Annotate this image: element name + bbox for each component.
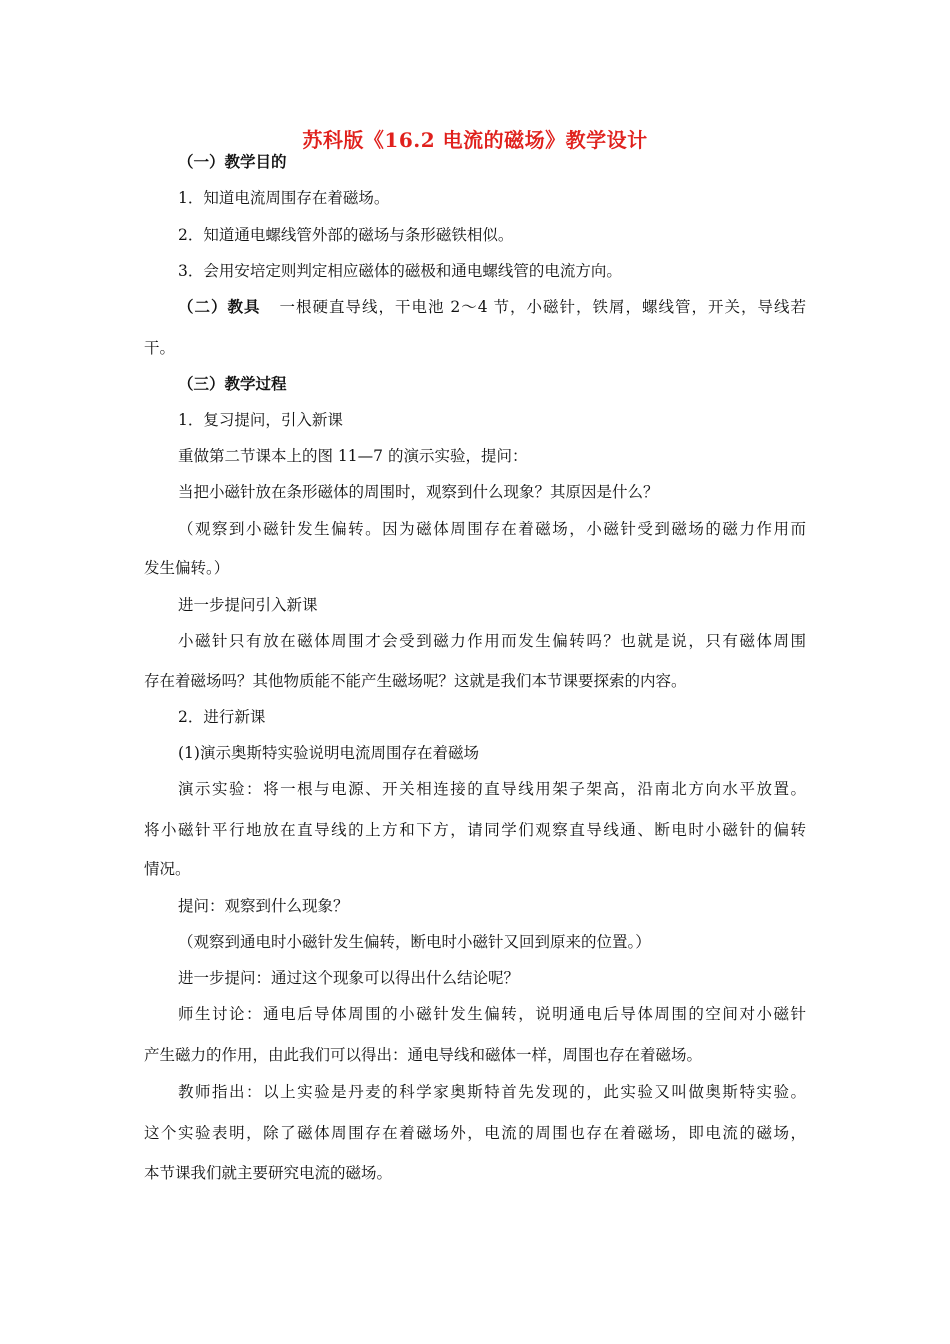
objective-item: 2．知道通电螺线管外部的磁场与条形磁铁相似。 [178, 226, 514, 244]
teaching-aids-continuation: 干。 [144, 339, 176, 357]
process-line: (1)演示奥斯特实验说明电流周围存在着磁场 [178, 744, 479, 762]
process-line: 本节课我们就主要研究电流的磁场。 [144, 1164, 393, 1182]
process-line: 教师指出：以上实验是丹麦的科学家奥斯特首先发现的，此实验又叫做奥斯特实验。 [178, 1083, 806, 1101]
section-heading-process: （三）教学过程 [178, 374, 287, 393]
process-line: 提问：观察到什么现象？ [178, 897, 349, 915]
process-line: 进一步提问：通过这个现象可以得出什么结论呢？ [178, 969, 520, 987]
process-line: 产生磁力的作用，由此我们可以得出：通电导线和磁体一样，周围也存在着磁场。 [144, 1046, 703, 1064]
process-line: 1．复习提问，引入新课 [178, 411, 343, 429]
objective-item: 3．会用安培定则判定相应磁体的磁极和通电螺线管的电流方向。 [178, 262, 622, 280]
document-title: 苏科版《16.2 电流的磁场》教学设计 [302, 128, 648, 152]
process-line: （观察到小磁针发生偏转。因为磁体周围存在着磁场，小磁针受到磁场的磁力作用而 [178, 520, 806, 538]
process-line: 将小磁针平行地放在直导线的上方和下方，请同学们观察直导线通、断电时小磁针的偏转 [144, 821, 806, 839]
process-line: 情况。 [144, 860, 191, 878]
process-line: 小磁针只有放在磁体周围才会受到磁力作用而发生偏转吗？也就是说，只有磁体周围 [178, 632, 806, 650]
teaching-aids-text: 一根硬直导线，干电池 2～4 节，小磁针，铁屑，螺线管，开关，导线若 [278, 298, 806, 316]
process-line: 这个实验表明，除了磁体周围存在着磁场外，电流的周围也存在着磁场，即电流的磁场， [144, 1124, 806, 1142]
section-heading-objectives: （一）教学目的 [178, 152, 287, 171]
process-line: 师生讨论：通电后导体周围的小磁针发生偏转，说明通电后导体周围的空间对小磁针 [178, 1005, 806, 1023]
process-line: 发生偏转。） [144, 559, 230, 577]
process-line: 重做第二节课本上的图 11—7 的演示实验，提问： [178, 447, 528, 465]
objective-item: 1．知道电流周围存在着磁场。 [178, 189, 390, 207]
process-line: 演示实验：将一根与电源、开关相连接的直导线用架子架高，沿南北方向水平放置。 [178, 780, 806, 798]
teaching-aids-line [178, 297, 806, 317]
process-line: 当把小磁针放在条形磁体的周围时，观察到什么现象？其原因是什么？ [178, 483, 659, 501]
process-line: （观察到通电时小磁针发生偏转，断电时小磁针又回到原来的位置。） [178, 933, 651, 951]
process-line: 存在着磁场吗？其他物质能不能产生磁场呢？这就是我们本节课要探索的内容。 [144, 672, 687, 690]
section-heading-teaching-aids: （二）教具 [178, 297, 261, 316]
process-line: 2．进行新课 [178, 708, 266, 726]
process-line: 进一步提问引入新课 [178, 596, 318, 614]
